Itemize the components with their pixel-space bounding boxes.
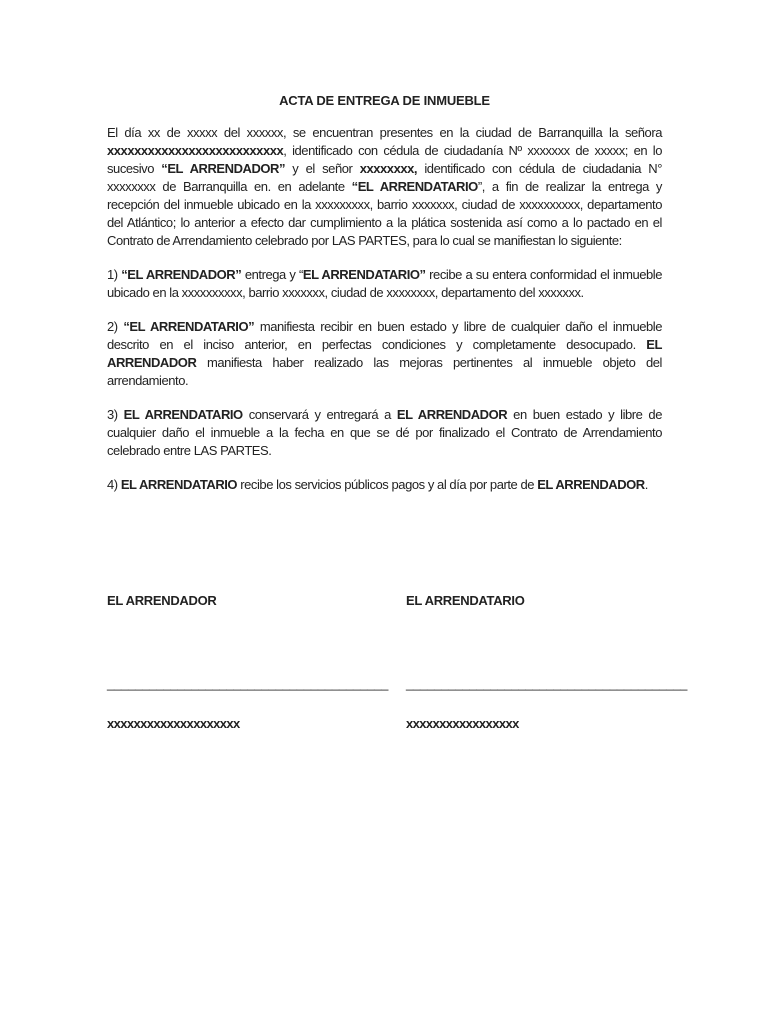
clause-4-text-1: recibe los servicios públicos pagos y al día por parte de — [237, 477, 538, 492]
signature-line-arrendatario: ________________________________________ — [406, 676, 688, 691]
intro-term-arrendador: “EL ARRENDADOR” — [161, 161, 286, 176]
clause-2-text-1: manifiesta recibir en buen estado y libre de cualquier daño el inmueble descrito en el inciso anterior, en perfectas condiciones y completamente desocupado. — [107, 319, 663, 352]
intro-paragraph — [107, 124, 662, 250]
signature-label-arrendatario: EL ARRENDATARIO — [406, 593, 525, 608]
clause-1-text-2: recibe a su entera conformidad el inmueble ubicado en la xxxxxxxxxx, barrio xxxxxxx, ciudad de xxxxxxxx, departamento del xxxxxxx. — [107, 267, 663, 300]
clause-3 — [107, 406, 662, 460]
clause-2-term-2: EL ARRENDADOR — [107, 337, 662, 370]
document-body — [107, 93, 662, 494]
clause-4 — [107, 476, 662, 494]
intro-text-5: ”, a fin de realizar la entrega y recepción del inmueble ubicado en la xxxxxxxxx, barrio xxxxxxx, ciudad de xxxxxxxxxx, departamento del Atlántico; lo anterior a efecto dar cumplimiento a la plática sostenida así como a lo pactado en el Contrato de Arrendamiento celebrado por LAS PARTES, para lo cual se manifiestan lo siguiente: — [107, 179, 662, 248]
document-title: ACTA DE ENTREGA DE INMUEBLE — [279, 93, 490, 108]
clause-2-number: 2) — [107, 319, 124, 334]
signature-lessee — [406, 592, 688, 731]
clause-2 — [107, 318, 662, 390]
intro-text-3: y el señor — [285, 161, 360, 176]
clause-4-text-2: . — [644, 477, 648, 492]
clause-4-term-2: EL ARRENDADOR — [537, 477, 645, 492]
intro-term-arrendatario: “EL ARRENDATARIO — [351, 179, 478, 194]
intro-name-lessee: xxxxxxxx, — [359, 161, 418, 176]
signature-name-arrendador: xxxxxxxxxxxxxxxxxxxx — [107, 716, 240, 731]
clause-1-number: 1) — [107, 267, 122, 282]
clause-3-text-2: en buen estado y libre de cualquier daño el inmueble a la fecha en que se dé por finalizado el Contrato de Arrendamiento celebrado entre LAS PARTES. — [107, 407, 662, 458]
signature-line-arrendador: ________________________________________ — [107, 676, 389, 691]
clause-1 — [107, 266, 662, 302]
clause-1-term-2: EL ARRENDATARIO” — [302, 267, 426, 282]
clause-1-term-1: “EL ARRENDADOR” — [121, 267, 242, 282]
signature-lessor — [107, 592, 389, 731]
intro-text-2: , identificado con cédula de ciudadanía Nº xxxxxxx de xxxxx; en lo sucesivo — [107, 143, 662, 176]
intro-text-1: El día xx de xxxxx del xxxxxx, se encuentran presentes en la ciudad de Barranquilla la señora — [107, 125, 662, 140]
signature-name-arrendatario: xxxxxxxxxxxxxxxxx — [406, 716, 519, 731]
clause-2-term-1: “EL ARRENDATARIO” — [123, 319, 255, 334]
clause-3-term-2: EL ARRENDADOR — [396, 407, 508, 422]
clause-2-text-2: manifiesta haber realizado las mejoras pertinentes al inmueble objeto del arrendamiento. — [107, 355, 662, 388]
clause-3-text-1: conservará y entregará a — [242, 407, 397, 422]
clause-1-text-1: entrega y “ — [241, 267, 303, 282]
clause-4-number: 4) — [107, 477, 121, 492]
clause-4-term-1: EL ARRENDATARIO — [120, 477, 238, 492]
clause-3-number: 3) — [107, 407, 124, 422]
intro-text-4: identificado con cédula de ciudadania N° xxxxxxxx de Barranquilla en. en adelante — [107, 161, 662, 194]
intro-name-lessor: xxxxxxxxxxxxxxxxxxxxxxxxxx — [107, 143, 284, 158]
clause-3-term-1: EL ARRENDATARIO — [123, 407, 243, 422]
signature-label-arrendador: EL ARRENDADOR — [107, 593, 217, 608]
